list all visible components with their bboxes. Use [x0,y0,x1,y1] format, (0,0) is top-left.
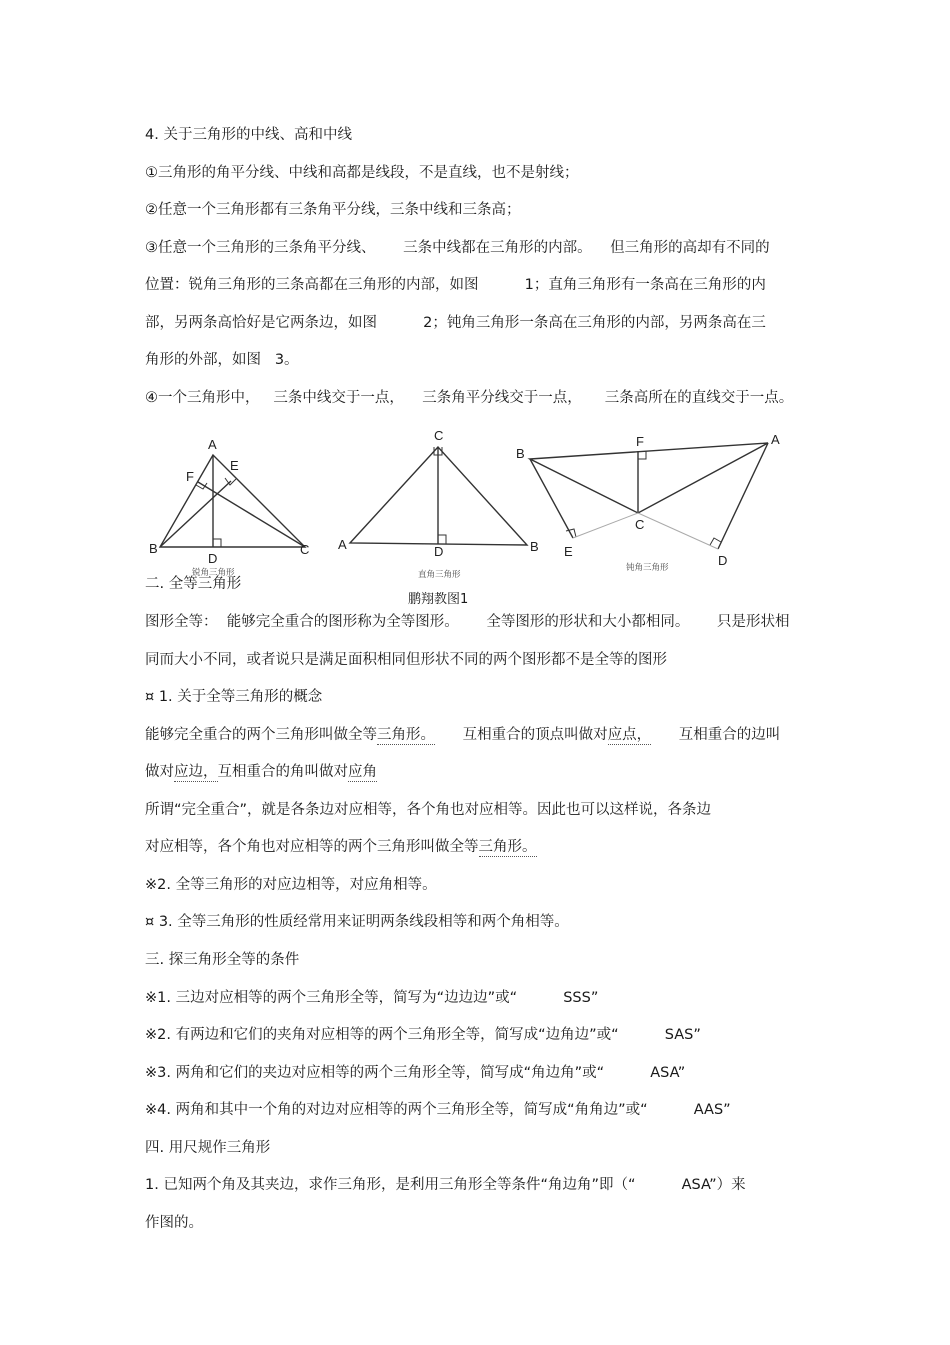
condition-sss: ※1. 三边对应相等的两个三角形全等，简写为“边边边”或“ SSS” [145,990,599,1006]
fig3-label-a: A [771,432,780,447]
condition-asa: ※3. 两角和它们的夹边对应相等的两个三角形全等，简写成“角边角”或“ ASA” [145,1065,686,1081]
fig1-altitude-be [160,481,231,547]
paragraph-3b: 位置：锐角三角形的三条高都在三角形的内部，如图 1；直角三角形有一条高在三角形的内 [145,277,766,293]
paragraph-4: ④一个三角形中， 三条中线交于一点， 三条角平分线交于一点， 三条高所在的直线交于一点。 [145,390,794,406]
fig1-label-e: E [230,458,239,473]
fig2-label-a: A [338,537,347,552]
paragraph-2: ②任意一个三角形都有三条角平分线，三条中线和三条高； [145,202,521,218]
item3: ¤ 3. 全等三角形的性质经常用来证明两条线段相等和两个角相等。 [145,914,569,930]
item1-line-b: 做对应边，互相重合的角叫做对应角 [145,764,377,780]
congruent-definition-b: 同而大小不同，或者说只是满足面积相同但形状不同的两个图形都不是全等的图形 [145,652,667,668]
paragraph-1: ①三角形的角平分线、中线和高都是线段，不是直线，也不是射线； [145,165,579,181]
paragraph-3d: 角形的外部，如图 3。 [145,352,299,368]
item1-line-d: 对应相等，各个角也对应相等的两个三角形叫做全等三角形。 [145,839,537,855]
item1-line-a: 能够完全重合的两个三角形叫做全等三角形。 互相重合的顶点叫做对应点， 互相重合的边叫 [145,727,781,743]
fig3-caption: 钝角三角形 [626,563,669,573]
construction-item1b: 作图的。 [145,1215,203,1231]
section2-heading: 二. 全等三角形 [145,576,242,592]
fig3-triangle [530,443,768,513]
item1-heading: ¤ 1. 关于全等三角形的概念 [145,689,323,705]
fig2-label-b: B [530,539,539,554]
fig3-label-b: B [516,446,525,461]
fig1-label-f: F [186,469,194,484]
condition-aas: ※4. 两角和其中一个角的对边对应相等的两个三角形全等，简写成“角角边”或“ AAS” [145,1102,731,1118]
fig1-label-a: A [208,437,217,452]
fig1-label-c: C [300,542,310,557]
triangle-figures [0,425,950,625]
item1-line-c: 所谓“完全重合”，就是各条边对应相等，各个角也对应相等。因此也可以这样说，各条边 [145,802,712,818]
fig1-label-b: B [149,541,158,556]
section4-heading: 4. 关于三角形的中线、高和中线 [145,127,352,143]
fig2-label-d: D [434,544,444,559]
condition-sas: ※2. 有两边和它们的夹角对应相等的两个三角形全等，简写成“边角边”或“ SAS” [145,1027,701,1043]
paragraph-3c: 部，另两条高恰好是它两条边，如图 2；钝角三角形一条高在三角形的内部，另两条高在三 [145,315,766,331]
fig1-label-d: D [208,551,218,566]
fig3-label-f: F [636,434,644,449]
section3-heading: 三. 探三角形全等的条件 [145,952,300,968]
fig1-altitude-cf [198,482,305,547]
construction-item1a: 1. 已知两个角及其夹边，求作三角形，是利用三角形全等条件“角边角”即（“ ASA”）来 [145,1177,746,1193]
section4b-heading: 四. 用尺规作三角形 [145,1140,271,1156]
paragraph-3a: ③任意一个三角形的三条角平分线、 三条中线都在三角形的内部。 但三角形的高却有不同的 [145,240,770,256]
fig3-label-e: E [564,544,573,559]
congruent-definition-a: 图形全等： 能够完全重合的图形称为全等图形。 全等图形的形状和大小都相同。 只是形状相 [145,614,790,630]
fig2-label-c: C [434,428,444,443]
watermark-caption: 鹏翔教图1 [408,592,469,607]
fig3-label-d: D [718,553,728,568]
fig1-caption: 锐角三角形 [192,568,235,578]
fig3-label-c: C [635,517,645,532]
item2: ※2. 全等三角形的对应边相等，对应角相等。 [145,877,437,893]
fig2-caption: 直角三角形 [418,570,461,580]
